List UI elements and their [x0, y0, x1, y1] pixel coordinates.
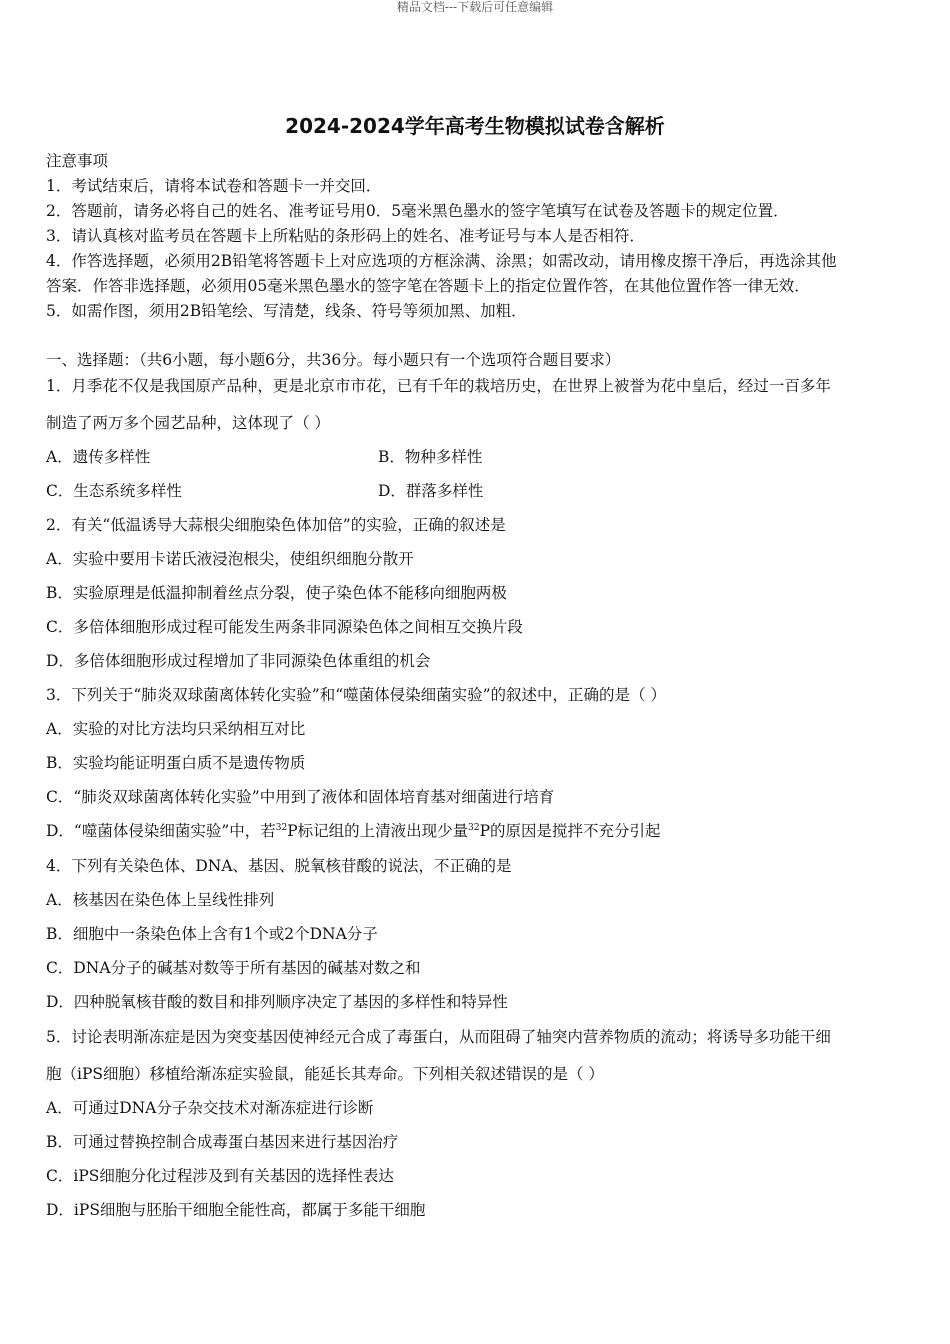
- option-c: C．DNA分子的碱基对数等于所有基因的碱基对数之和: [46, 959, 421, 977]
- question-stem: 1．月季花不仅是我国原产品种，更是北京市市花，已有千年的栽培历史，在世界上被誉为花中皇后，经过一百多年: [46, 377, 831, 395]
- option-text: D．“噬菌体侵染细菌实验”中，若: [46, 822, 276, 840]
- notice-item: 3．请认真核对监考员在答题卡上所粘贴的条形码上的姓名、准考证号与本人是否相符．: [46, 227, 645, 245]
- section-heading: 一、选择题：（共6小题，每小题6分，共36分。每小题只有一个选项符合题目要求）: [46, 351, 621, 369]
- option-text: P的原因是搅拌不充分引起: [479, 822, 661, 840]
- option-d: [46, 821, 906, 841]
- question-stem: 3．下列关于“肺炎双球菌离体转化实验”和“噬菌体侵染细菌实验”的叙述中，正确的是（ ）: [46, 686, 666, 704]
- option-d: D．四种脱氧核苷酸的数目和排列顺序决定了基因的多样性和特异性: [46, 993, 508, 1011]
- option-a: A．核基因在染色体上呈线性排列: [46, 891, 275, 909]
- option-a: A．实验中要用卡诺氏液浸泡根尖，使组织细胞分散开: [46, 550, 414, 568]
- page-title: 2024-2024学年高考生物模拟试卷含解析: [285, 114, 665, 138]
- option-b: B．实验均能证明蛋白质不是遗传物质: [46, 754, 306, 772]
- option-c: C．多倍体细胞形成过程可能发生两条非同源染色体之间相互交换片段: [46, 618, 523, 636]
- option-d: D．群落多样性: [378, 482, 484, 500]
- question-stem: 2．有关“低温诱导大蒜根尖细胞染色体加倍”的实验，正确的叙述是: [46, 516, 506, 534]
- option-d: D．多倍体细胞形成过程增加了非同源染色体重组的机会: [46, 652, 431, 670]
- option-a: A．实验的对比方法均只采纳相互对比: [46, 720, 306, 738]
- option-c: C．“肺炎双球菌离体转化实验”中用到了液体和固体培育基对细菌进行培育: [46, 788, 555, 806]
- isotope-superscript: 32: [275, 823, 288, 833]
- notice-item: 答案．作答非选择题，必须用05毫米黑色墨水的签字笔在答题卡上的指定位置作答，在其他位置作答一律无效．: [46, 277, 810, 295]
- notice-item: 1．考试结束后，请将本试卷和答题卡一并交回．: [46, 177, 382, 195]
- isotope-superscript: 32: [468, 823, 480, 833]
- question-stem: 胞（iPS细胞）移植给渐冻症实验鼠，能延长其寿命。下列相关叙述错误的是（ ）: [46, 1065, 604, 1083]
- question-stem: 制造了两万多个园艺品种，这体现了（ ）: [46, 414, 330, 432]
- option-a: A．遗传多样性: [46, 448, 151, 466]
- notice-heading: 注意事项: [46, 152, 109, 170]
- option-a: A．可通过DNA分子杂交技术对渐冻症进行诊断: [46, 1099, 374, 1117]
- option-b: B．实验原理是低温抑制着丝点分裂，使子染色体不能移向细胞两极: [46, 584, 507, 602]
- option-d: D．iPS细胞与胚胎干细胞全能性高，都属于多能干细胞: [46, 1201, 426, 1219]
- notice-item: 5．如需作图，须用2B铅笔绘、写清楚，线条、符号等须加黑、加粗．: [46, 302, 527, 320]
- header-note: 精品文档---下载后可任意编辑: [396, 0, 554, 14]
- option-b: B．细胞中一条染色体上含有1个或2个DNA分子: [46, 925, 378, 943]
- question-stem: 5．讨论表明渐冻症是因为突变基因使神经元合成了毒蛋白，从而阻碍了轴突内营养物质的流动；将诱导多功能干细: [46, 1028, 831, 1046]
- option-text: P标记组的上清液出现少量: [287, 822, 469, 840]
- option-b: B．可通过替换控制合成毒蛋白基因来进行基因治疗: [46, 1133, 399, 1151]
- question-stem: 4．下列有关染色体、DNA、基因、脱氧核苷酸的说法，不正确的是: [46, 857, 512, 875]
- option-b: B．物种多样性: [378, 448, 483, 466]
- notice-item: 2．答题前，请务必将自己的姓名、准考证号用0．5毫米黑色墨水的签字笔填写在试卷及答题卡的规定位置．: [46, 202, 789, 220]
- option-c: C．iPS细胞分化过程涉及到有关基因的选择性表达: [46, 1167, 394, 1185]
- notice-item: 4．作答选择题，必须用2B铅笔将答题卡上对应选项的方框涂满、涂黑；如需改动，请用橡皮擦干净后，再选涂其他: [46, 252, 837, 270]
- option-c: C．生态系统多样性: [46, 482, 182, 500]
